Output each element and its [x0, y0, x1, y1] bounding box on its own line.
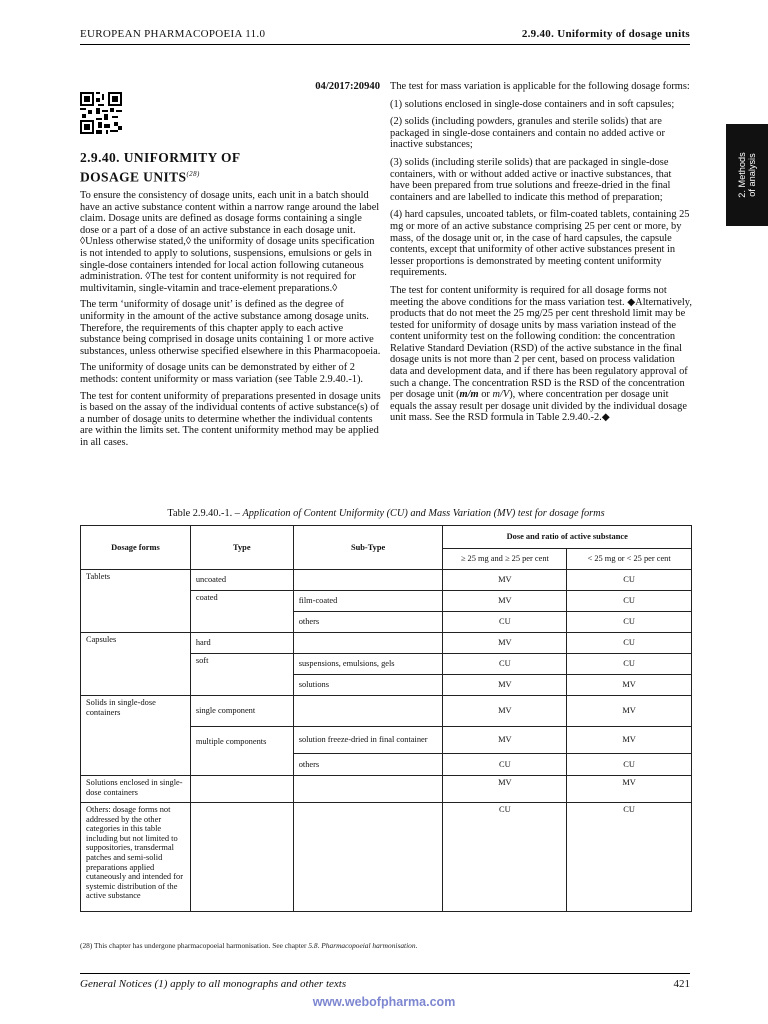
running-header-left: EUROPEAN PHARMACOPOEIA 11.0 — [80, 28, 266, 40]
qr-code-icon[interactable] — [80, 92, 122, 134]
list-item: (2) solids (including powders, granules and sterile solids) that are packaged in single-dose containers and contain no added active or inactive substances; — [390, 116, 665, 151]
table-row: Capsules hard MV CU — [81, 633, 692, 654]
table-row: soft suspensions, emulsions, gels CU CU — [81, 654, 692, 675]
table-row: Tablets uncoated MV CU — [81, 570, 692, 591]
table-row: others CU CU — [81, 612, 692, 633]
cell-others-forms: Others: dosage forms not addressed by the other categories in this table including but not limited to suppositories, transdermal patches and semi-solid preparations applied cutaneously and intended for systemic distribution of the active substance — [81, 803, 191, 912]
left-column — [80, 190, 381, 453]
right-column — [390, 81, 692, 430]
list-item: (1) solutions enclosed in single-dose containers and in soft capsules; — [390, 98, 675, 110]
document-id: 04/2017:20940 — [315, 81, 380, 92]
paragraph: The uniformity of dosage units can be demonstrated by either of 2 methods: content uniformity or mass variation (see Table 2.9.40.-1). — [80, 362, 364, 385]
cell-solids: Solids in single-dose containers — [81, 696, 191, 776]
table-row: multiple components solution freeze-dried in final container MV MV — [81, 727, 692, 754]
footer-rule — [80, 973, 690, 974]
dosage-forms-table — [80, 525, 692, 912]
cell-tablets: Tablets — [81, 570, 191, 633]
paragraph: To ensure the consistency of dosage units, each unit in a batch should have an active substance content within a narrow range around the label claim. Dosage units are defined as dosage forms containing a single dose or a part of a dose of an active substance in each dosage unit. ◊Unless otherwise stated,◊ the uniformity of dosage units specification is not intended to apply to solutions, suspensions, emulsions or gels in single-dose containers intended for local action following cutaneous administration. ◊The test for content uniformity is not required for multivitamin, single-vitamin and trace-element preparations.◊ — [80, 190, 380, 294]
footnote: (28) This chapter has undergone pharmacopoeial harmonisation. See chapter 5.8. Pharmacopoeial harmonisation. — [80, 941, 418, 950]
table-header-row — [81, 526, 692, 549]
list-item: (3) solids (including sterile solids) that are packaged in single-dose containers, with or without added active or inactive substances, that have been prepared from true solutions and freeze-dried in the final containers and are labelled to indicate this method of preparation; — [390, 156, 672, 203]
table-row: Solids in single-dose containers single component MV MV — [81, 696, 692, 727]
table-row: Solutions enclosed in single-dose containers MV MV — [81, 776, 692, 803]
paragraph: The term ‘uniformity of dosage unit’ is defined as the degree of uniformity in the amount of the active substance among dosage units. Therefore, the requirements of this chapter apply to each active substance being comprised in dosage units containing 1 or more active substances, unless otherwise specified elsewhere in this Pharmacopoeia. — [80, 299, 381, 357]
list-item: (4) hard capsules, uncoated tablets, or film-coated tablets, containing 25 mg or more of an active substance comprising 25 per cent or more, by mass, of the dosage unit or, in the case of hard capsules, the capsule contents, except that uniformity of other active substances present in lesser proportions is demonstrated by meeting content uniformity requirements. — [390, 209, 690, 279]
paragraph: The test for mass variation is applicable for the following dosage forms: — [390, 81, 690, 92]
table-row: solutions MV MV — [81, 675, 692, 696]
watermark-link[interactable]: www.webofpharma.com — [312, 995, 456, 1009]
header-sub-type: Sub-Type — [293, 526, 443, 570]
header-dosage-forms: Dosage forms — [81, 526, 191, 570]
header-rule — [80, 44, 690, 45]
title-line-2: DOSAGE UNITS$^{(28)}$ — [80, 169, 200, 185]
header-type: Type — [190, 526, 293, 570]
table-caption: Table 2.9.40.-1. – Application of Content Uniformity (CU) and Mass Variation (MV) test for dosage forms — [167, 508, 605, 519]
section-side-tab[interactable] — [726, 124, 768, 226]
table-row: coated film-coated MV CU — [81, 591, 692, 612]
title-line-1: 2.9.40. UNIFORMITY OF — [80, 150, 241, 165]
paragraph: The test for content uniformity is required for all dosage forms not meeting the above conditions for the mass variation test. ◆Alternatively, products that do not meet the 25 mg/25 per cent threshold limit may be tested for uniformity of dosage units by mass variation instead of the content uniformity test on the following condition: the concentration Relative Standard Deviation (RSD) of the active substance in the final dosage units is not more than 2 per cent, based on process validation data and development data, and if there has been regulatory approval of such a change. The concentration RSD is the RSD of the concentration per dosage unit (m/m or m/V), where concentration per dosage unit equals the assay result per dosage unit divided by the individual dosage unit mass. See the RSD formula in Table 2.9.40.-2.◆ — [390, 284, 692, 424]
paragraph: The test for content uniformity of preparations presented in dosage units is based on the assay of the individual contents of active substance(s) of a number of dosage units to determine whether the individual contents are within the limits set. The content uniformity method may be applied in all cases. — [80, 390, 381, 448]
running-header-right: 2.9.40. Uniformity of dosage units — [521, 28, 690, 40]
cell-capsules: Capsules — [81, 633, 191, 696]
footer-general-notices: General Notices (1) apply to all monographs and other texts — [80, 978, 347, 990]
header-lt25: < 25 mg or < 25 per cent — [567, 549, 692, 570]
table-row: Others: dosage forms not addressed by the other categories in this table including but not limited to suppositories, transdermal patches and semi-solid preparations applied cutaneously and intended for systemic distribution of the active substance CU CU — [81, 803, 692, 912]
page-number: 421 — [673, 978, 690, 990]
cell-solutions-enclosed: Solutions enclosed in single-dose containers — [81, 776, 191, 803]
header-dose-ratio: Dose and ratio of active substance — [443, 526, 692, 549]
chapter-title — [80, 150, 380, 186]
header-ge25: ≥ 25 mg and ≥ 25 per cent — [443, 549, 567, 570]
side-tab-label: 2. Methods of analysis — [737, 152, 757, 198]
footnote-ref[interactable]: (28) — [186, 170, 200, 178]
table-row: others CU CU — [81, 754, 692, 776]
